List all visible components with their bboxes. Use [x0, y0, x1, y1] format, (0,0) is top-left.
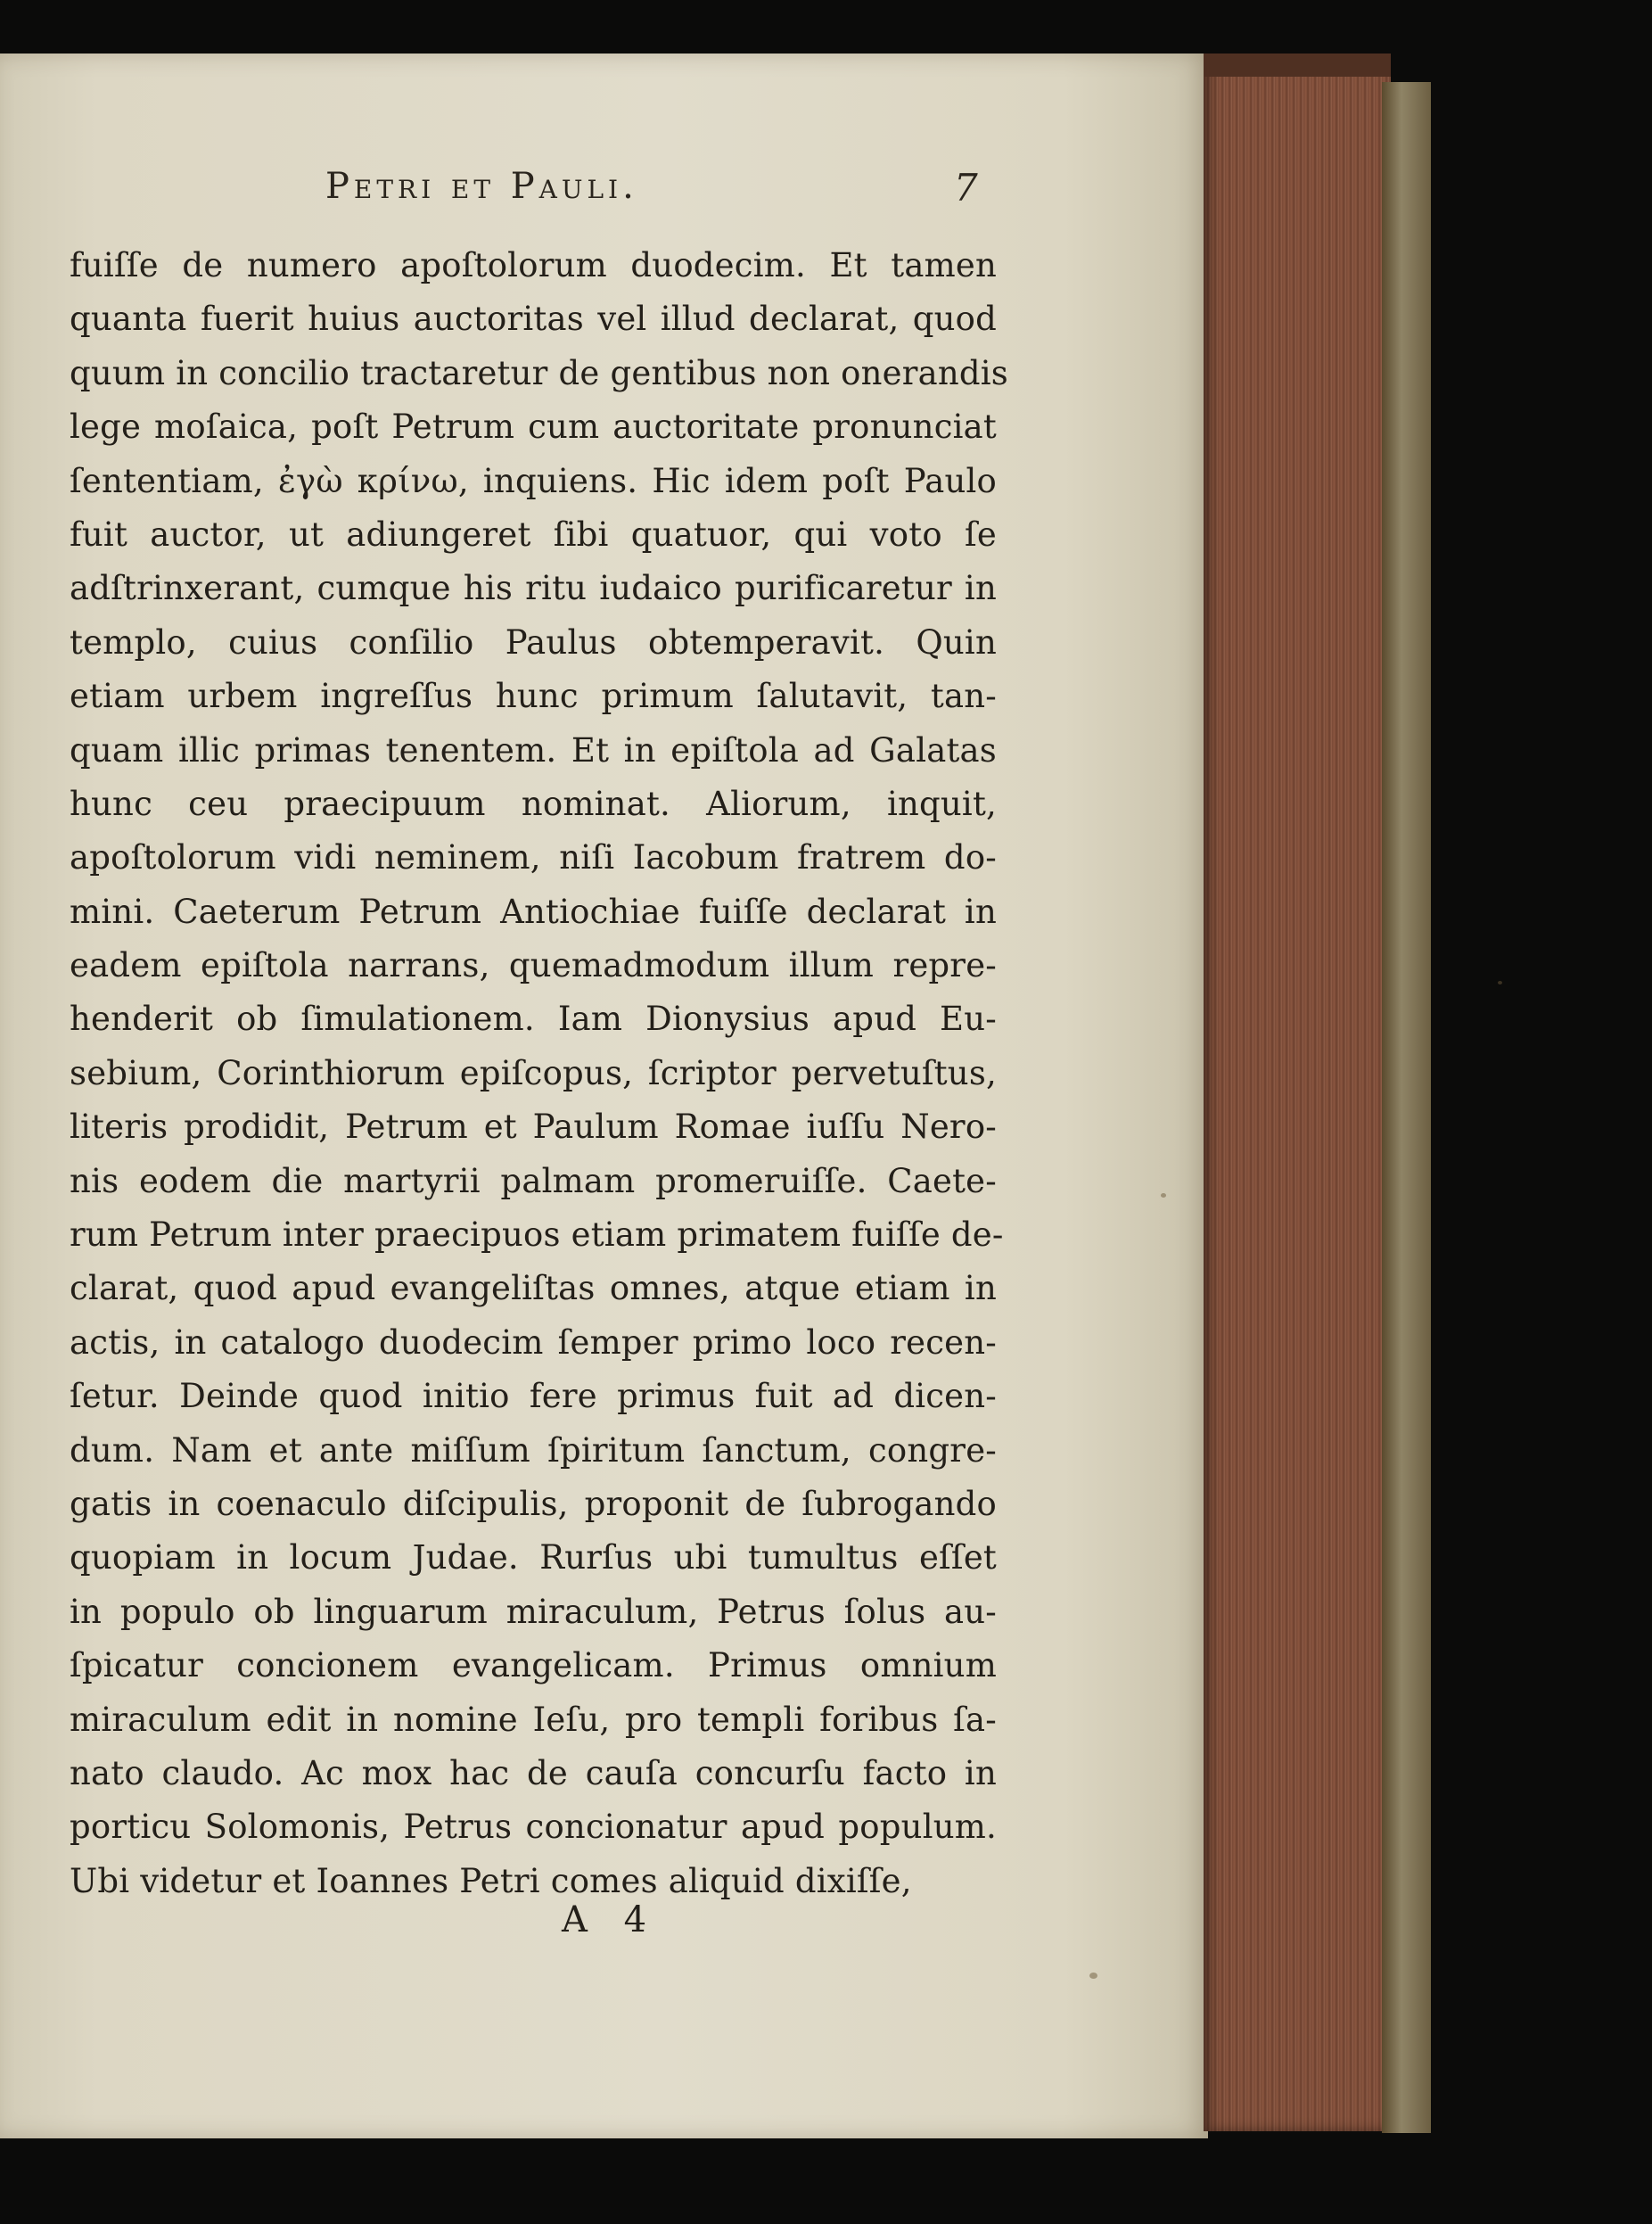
paper-speck	[1161, 1193, 1166, 1198]
text-line: porticu Solomonis, Petrus concionatur apud populum.	[70, 1808, 997, 1847]
book-cover-edge	[1382, 82, 1431, 2133]
text-line: quum in concilio tractaretur de gentibus non onerandis	[70, 353, 1008, 392]
text-line: rum Petrum inter praecipuos etiam primatem fuiſſe de-	[70, 1215, 1004, 1255]
text-line: adſtrinxerant, cumque his ritu iudaico purificaretur in	[70, 569, 997, 608]
paper-speck	[1089, 1973, 1097, 1979]
text-line: ſetur. Deinde quod initio fere primus fuit ad dicen-	[70, 1377, 997, 1416]
running-title: Petri et Pauli.	[325, 166, 638, 207]
text-line: templo, cuius conſilio Paulus obtemperavit. Quin	[70, 622, 997, 662]
text-line: quopiam in locum Judae. Rurſus ubi tumultus eſſet	[70, 1538, 997, 1577]
text-line: quanta fuerit huius auctoritas vel illud declarat, quod	[70, 300, 997, 339]
text-line: actis, in catalogo duodecim ſemper primo loco recen-	[70, 1322, 997, 1362]
text-line: clarat, quod apud evangeliſtas omnes, atque etiam in	[70, 1269, 997, 1308]
text-line: quam illic primas tenentem. Et in epiſtola ad Galatas	[70, 730, 997, 770]
text-line: nis eodem die martyrii palmam promeruiſſe. Caete-	[70, 1161, 997, 1200]
book-fore-edge-top	[1204, 54, 1391, 77]
text-line: sebium, Corinthiorum epiſcopus, ſcriptor pervetuſtus,	[70, 1053, 997, 1092]
running-head	[71, 166, 990, 219]
text-line: dum. Nam et ante miſſum ſpiritum ſanctum, congre-	[70, 1430, 997, 1470]
text-line: fuit auctor, ut adiungeret ſibi quatuor, qui voto ſe	[70, 515, 997, 554]
page-number: 7	[954, 166, 978, 210]
text-line: miraculum edit in nomine Ieſu, pro templi foribus ſa-	[70, 1700, 997, 1739]
signature-mark: A 4	[562, 1899, 660, 1940]
text-line: etiam urbem ingreſſus hunc primum ſalutavit, tan-	[70, 677, 997, 716]
text-line: ſententiam, ἐγὼ κρίνω, inquiens. Hic idem poſt Paulo	[70, 461, 997, 500]
body-text	[70, 239, 1008, 1908]
text-line: nato claudo. Ac mox hac de cauſa concurſu facto in	[70, 1753, 997, 1792]
text-line: apoſtolorum vidi neminem, niſi Iacobum fratrem do-	[70, 838, 997, 877]
text-line: in populo ob linguarum miraculum, Petrus ſolus au-	[70, 1592, 997, 1631]
text-line: Ubi videtur et Ioannes Petri comes aliquid dixiſſe,	[70, 1861, 912, 1900]
text-line: gatis in coenaculo diſcipulis, proponit de ſubrogando	[70, 1484, 997, 1523]
text-line: henderit ob ſimulationem. Iam Dionysius apud Eu-	[70, 1000, 997, 1039]
text-line: ſpicatur concionem evangelicam. Primus omnium	[70, 1646, 997, 1685]
text-line: fuiſſe de numero apoſtolorum duodecim. Et tamen	[70, 246, 997, 284]
paper-speck	[1498, 981, 1502, 984]
text-line: mini. Caeterum Petrum Antiochiae fuiſſe declarat in	[70, 892, 997, 931]
text-line: hunc ceu praecipuum nominat. Aliorum, inquit,	[70, 784, 997, 823]
book-fore-edge	[1204, 54, 1391, 2131]
text-line: eadem epiſtola narrans, quemadmodum illum repre-	[70, 946, 997, 985]
text-line: lege moſaica, poſt Petrum cum auctoritate pronunciat	[70, 408, 997, 447]
text-line: literis prodidit, Petrum et Paulum Romae iuſſu Nero-	[70, 1108, 997, 1147]
